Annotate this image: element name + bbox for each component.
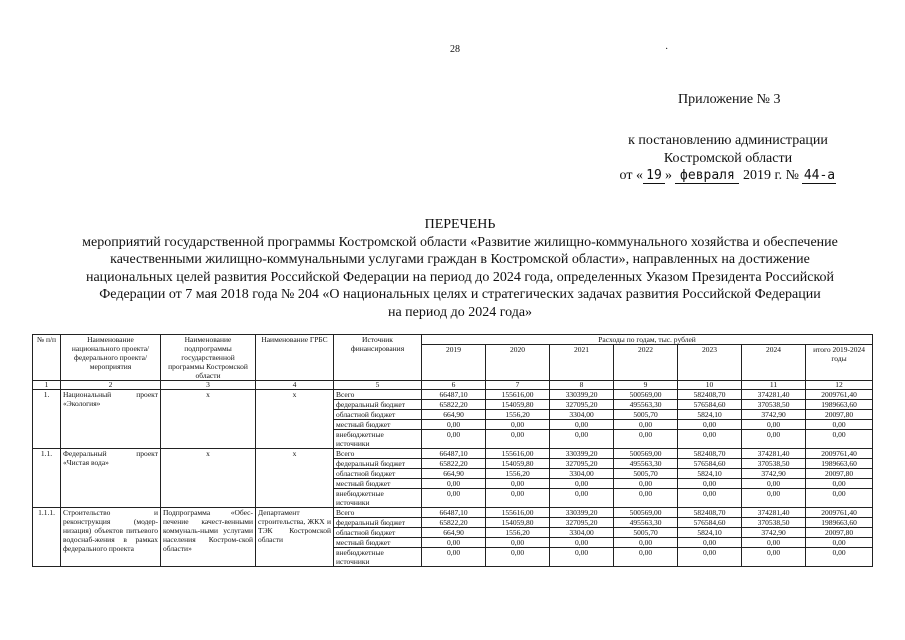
row-year-value: 66487,10 (422, 390, 486, 400)
row-year-value: 5005,70 (614, 410, 678, 420)
row-year-value: 3304,00 (550, 469, 614, 479)
index-cell: 9 (614, 381, 678, 390)
row-source: Всего (334, 449, 422, 459)
index-cell: 8 (550, 381, 614, 390)
row-year-value: 0,00 (422, 479, 486, 489)
row-total: 20097,80 (806, 469, 873, 479)
row-year-value: 0,00 (550, 538, 614, 548)
row-source: внебюджетные источники (334, 548, 422, 567)
row-year-value: 0,00 (614, 538, 678, 548)
row-year-value: 1556,20 (486, 528, 550, 538)
row-source: местный бюджет (334, 479, 422, 489)
decree-day: 19 (643, 169, 665, 184)
row-subprogram: х (161, 390, 256, 449)
row-year-value: 370538,50 (742, 459, 806, 469)
row-year-value: 0,00 (550, 489, 614, 508)
index-cell: 4 (256, 381, 334, 390)
header-year: 2024 (742, 345, 806, 381)
row-year-value: 0,00 (614, 548, 678, 567)
row-year-value: 327095,20 (550, 400, 614, 410)
row-year-value: 3742,90 (742, 528, 806, 538)
row-total: 0,00 (806, 548, 873, 567)
row-source: внебюджетные источники (334, 489, 422, 508)
index-cell: 1 (33, 381, 61, 390)
row-total: 0,00 (806, 479, 873, 489)
measures-table (32, 334, 873, 567)
header-total: итого 2019-2024 годы (806, 345, 873, 381)
row-source: федеральный бюджет (334, 518, 422, 528)
decree-number: 44-а (803, 168, 836, 183)
row-year-value: 330399,20 (550, 390, 614, 400)
header-name: Наименование национального проекта/ федерального проекта/ мероприятия (61, 335, 161, 381)
row-year-value: 154059,80 (486, 459, 550, 469)
row-year-value: 0,00 (422, 548, 486, 567)
row-year-value: 0,00 (614, 479, 678, 489)
row-name: Национальный проект «Экология» (61, 390, 161, 449)
index-cell: 2 (61, 381, 161, 390)
decree-reference (612, 132, 844, 185)
row-year-value: 66487,10 (422, 508, 486, 518)
row-year-value: 5824,10 (678, 528, 742, 538)
row-source: местный бюджет (334, 420, 422, 430)
row-year-value: 5824,10 (678, 410, 742, 420)
row-year-value: 0,00 (742, 479, 806, 489)
decree-from: от « (619, 168, 643, 183)
page-number: 28 (450, 44, 460, 55)
row-source: Всего (334, 508, 422, 518)
row-year-value: 0,00 (614, 420, 678, 430)
row-year-value: 495563,30 (614, 400, 678, 410)
index-cell: 11 (742, 381, 806, 390)
row-year-value: 0,00 (486, 420, 550, 430)
index-cell: 10 (678, 381, 742, 390)
row-year-value: 664,90 (422, 469, 486, 479)
row-year-value: 330399,20 (550, 449, 614, 459)
header-grbs: Наименование ГРБС (256, 335, 334, 381)
row-year-value: 576584,60 (678, 518, 742, 528)
table-row (33, 449, 873, 459)
row-year-value: 5005,70 (614, 528, 678, 538)
row-year-value: 155616,00 (486, 449, 550, 459)
header-year: 2023 (678, 345, 742, 381)
row-total: 0,00 (806, 420, 873, 430)
header-subprogram: Наименование подпрограммы государственной программы Костромской области (161, 335, 256, 381)
title-line: национальных целей развития Российской Федерации на период до 2024 года, определенных Указом Президента Российской (85, 269, 835, 285)
header-row (33, 335, 873, 345)
row-year-value: 0,00 (614, 489, 678, 508)
row-num: 1.1.1. (33, 508, 61, 567)
row-name: Строительство и реконструкция (модер-низация) объектов питьевого водоснаб-жения в рамках федерального проекта (61, 508, 161, 567)
row-year-value: 500569,00 (614, 508, 678, 518)
row-total: 2009761,40 (806, 390, 873, 400)
row-year-value: 0,00 (678, 420, 742, 430)
row-year-value: 0,00 (742, 548, 806, 567)
row-year-value: 370538,50 (742, 400, 806, 410)
row-total: 1989663,60 (806, 459, 873, 469)
row-year-value: 3742,90 (742, 469, 806, 479)
row-year-value: 1556,20 (486, 410, 550, 420)
row-year-value: 5824,10 (678, 469, 742, 479)
row-year-value: 0,00 (486, 489, 550, 508)
header-year: 2022 (614, 345, 678, 381)
row-year-value: 374281,40 (742, 390, 806, 400)
row-total: 2009761,40 (806, 508, 873, 518)
row-year-value: 664,90 (422, 410, 486, 420)
row-year-value: 0,00 (486, 430, 550, 449)
row-year-value: 0,00 (422, 430, 486, 449)
row-year-value: 0,00 (678, 479, 742, 489)
row-year-value: 5005,70 (614, 469, 678, 479)
row-year-value: 65822,20 (422, 400, 486, 410)
row-year-value: 0,00 (422, 538, 486, 548)
row-total: 1989663,60 (806, 400, 873, 410)
row-total: 0,00 (806, 430, 873, 449)
header-year: 2020 (486, 345, 550, 381)
row-year-value: 370538,50 (742, 518, 806, 528)
decree-line-2: Костромской области (663, 150, 793, 166)
row-year-value: 0,00 (678, 430, 742, 449)
row-year-value: 0,00 (614, 430, 678, 449)
row-total: 20097,80 (806, 410, 873, 420)
row-year-value: 576584,60 (678, 400, 742, 410)
decree-month: февраля (675, 169, 739, 184)
row-total: 20097,80 (806, 528, 873, 538)
index-cell: 12 (806, 381, 873, 390)
decree-close-quote: » (664, 168, 672, 183)
row-year-value: 500569,00 (614, 449, 678, 459)
row-num: 1. (33, 390, 61, 449)
row-total: 1989663,60 (806, 518, 873, 528)
row-year-value: 495563,30 (614, 459, 678, 469)
row-year-value: 0,00 (550, 430, 614, 449)
row-year-value: 0,00 (486, 479, 550, 489)
row-total: 0,00 (806, 489, 873, 508)
row-source: областной бюджет (334, 528, 422, 538)
row-year-value: 0,00 (678, 489, 742, 508)
header-source: Источник финансирования (334, 335, 422, 381)
header-num: № п/п (33, 335, 61, 381)
row-year-value: 330399,20 (550, 508, 614, 518)
title-heading: ПЕРЕЧЕНЬ (424, 217, 496, 232)
row-source: федеральный бюджет (334, 400, 422, 410)
decree-date-line (612, 167, 844, 185)
header-year: 2019 (422, 345, 486, 381)
index-cell: 3 (161, 381, 256, 390)
index-cell: 5 (334, 381, 422, 390)
row-source: областной бюджет (334, 410, 422, 420)
row-year-value: 582408,70 (678, 449, 742, 459)
row-name: Федеральный проект «Чистая вода» (61, 449, 161, 508)
row-grbs: Департамент строительства, ЖКХ и ТЭК Костромской области (256, 508, 334, 567)
row-subprogram: х (161, 449, 256, 508)
row-num: 1.1. (33, 449, 61, 508)
row-year-value: 0,00 (678, 538, 742, 548)
row-year-value: 327095,20 (550, 459, 614, 469)
row-year-value: 0,00 (486, 548, 550, 567)
row-year-value: 154059,80 (486, 400, 550, 410)
row-year-value: 0,00 (742, 430, 806, 449)
row-year-value: 0,00 (550, 420, 614, 430)
row-year-value: 1556,20 (486, 469, 550, 479)
title-line: мероприятий государственной программы Костромской области «Развитие жилищно-коммунального хозяйства и обеспечение (82, 234, 838, 250)
row-grbs: х (256, 449, 334, 508)
row-year-value: 65822,20 (422, 459, 486, 469)
decree-year: 2019 г. № (742, 168, 799, 183)
row-year-value: 3304,00 (550, 410, 614, 420)
header-expenses: Расходы по годам, тыс. рублей (422, 335, 873, 345)
row-year-value: 155616,00 (486, 390, 550, 400)
row-source: Всего (334, 390, 422, 400)
row-grbs: х (256, 390, 334, 449)
title-line: качественными жилищно-коммунальными услугами граждан в Костромской области», направленных на достижение (110, 252, 810, 268)
row-year-value: 0,00 (742, 538, 806, 548)
row-year-value: 155616,00 (486, 508, 550, 518)
row-year-value: 0,00 (422, 420, 486, 430)
row-year-value: 500569,00 (614, 390, 678, 400)
row-total: 2009761,40 (806, 449, 873, 459)
document-title (40, 216, 880, 322)
header-year: 2021 (550, 345, 614, 381)
row-year-value: 582408,70 (678, 508, 742, 518)
row-year-value: 0,00 (678, 548, 742, 567)
row-year-value: 154059,80 (486, 518, 550, 528)
row-year-value: 327095,20 (550, 518, 614, 528)
title-line: на период до 2024 года» (387, 304, 533, 320)
row-source: внебюджетные источники (334, 430, 422, 449)
row-year-value: 0,00 (486, 538, 550, 548)
row-year-value: 3742,90 (742, 410, 806, 420)
index-row (33, 381, 873, 390)
row-year-value: 495563,30 (614, 518, 678, 528)
index-cell: 6 (422, 381, 486, 390)
table-row (33, 390, 873, 400)
row-subprogram: Подпрограмма «Обес-печение качест-венными коммуналь-ными услугами населения Костром-ской области» (161, 508, 256, 567)
row-year-value: 576584,60 (678, 459, 742, 469)
row-year-value: 0,00 (550, 479, 614, 489)
table-body (33, 381, 873, 567)
row-year-value: 374281,40 (742, 508, 806, 518)
row-total: 0,00 (806, 538, 873, 548)
row-year-value: 65822,20 (422, 518, 486, 528)
row-source: областной бюджет (334, 469, 422, 479)
row-year-value: 66487,10 (422, 449, 486, 459)
title-line: Федерации от 7 мая 2018 года № 204 «О национальных целях и стратегических задачах развития Российской Федерации (99, 287, 821, 303)
annex-label: Приложение № 3 (678, 92, 781, 107)
row-year-value: 0,00 (742, 420, 806, 430)
row-year-value: 374281,40 (742, 449, 806, 459)
row-year-value: 0,00 (550, 548, 614, 567)
row-year-value: 0,00 (742, 489, 806, 508)
decree-line-1: к постановлению администрации (628, 133, 828, 148)
row-source: федеральный бюджет (334, 459, 422, 469)
index-cell: 7 (486, 381, 550, 390)
row-year-value: 664,90 (422, 528, 486, 538)
row-year-value: 3304,00 (550, 528, 614, 538)
row-source: местный бюджет (334, 538, 422, 548)
row-year-value: 0,00 (422, 489, 486, 508)
table-row (33, 508, 873, 518)
scan-dot: · (665, 44, 669, 55)
row-year-value: 582408,70 (678, 390, 742, 400)
